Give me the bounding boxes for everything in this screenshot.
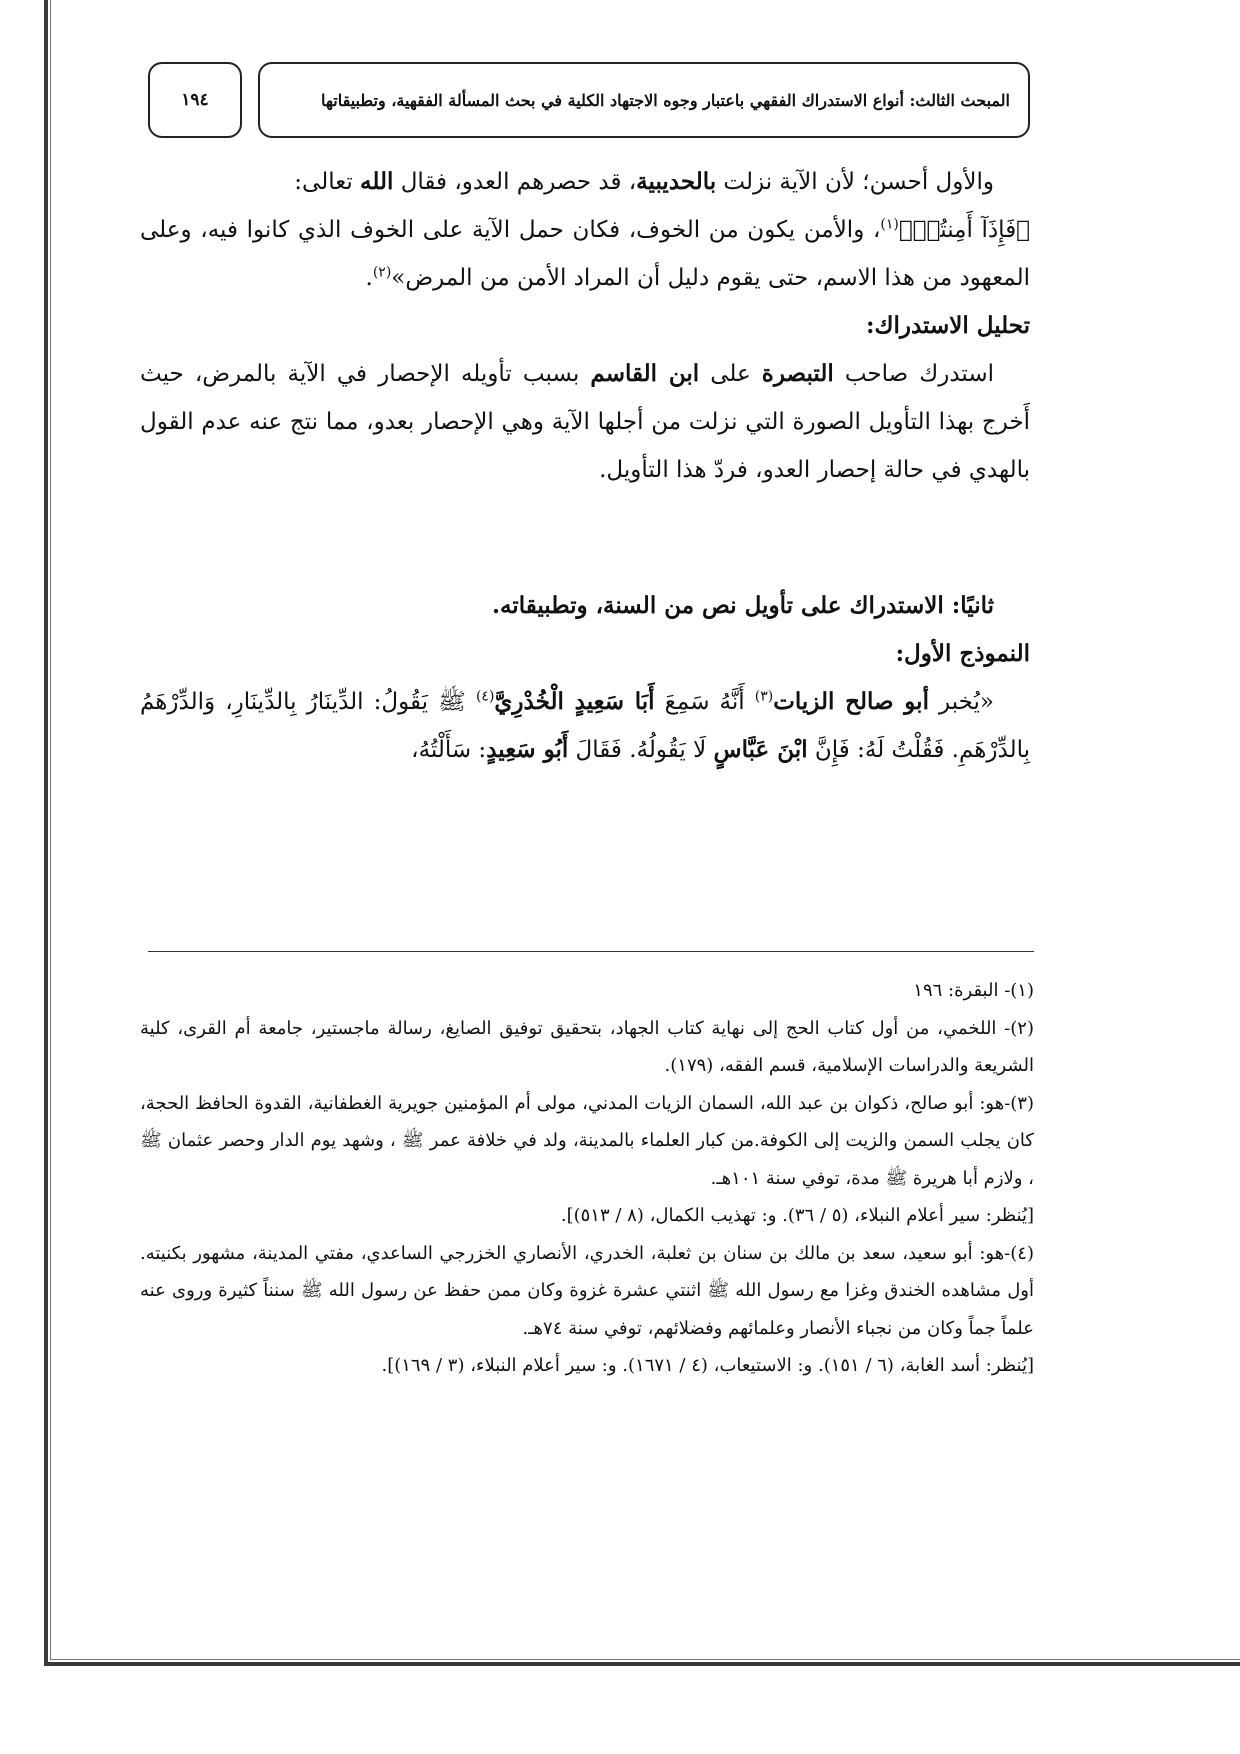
section-heading-model: النموذج الأول: [895, 640, 1030, 667]
footnote-4-references: [يُنظر: أسد الغابة، (٦ / ١٥١). و: الاستيعاب، (٤ / ١٦٧١). و: سير أعلام النبلاء، (٣ / ١٦٩)]. [381, 1355, 1034, 1376]
main-text-section-2 [140, 582, 1030, 774]
section-heading-analysis: تحليل الاستدراك: [866, 312, 1030, 339]
paragraph-1: والأول أحسن؛ لأن الآية نزلت بالحديبية، قد حصرهم العدو، فقال الله تعالى: [294, 168, 994, 195]
running-header-title [258, 62, 1030, 138]
quran-quote: ﴿فَإِذَآ أَمِنتُمۡ﴾ [898, 217, 1030, 243]
paragraph-3: استدرك صاحب التبصرة على ابن القاسم بسبب تأويله الإحصار في الآية بالمرض، حيث أَخرج بهذا التأويل الصورة التي نزلت من أجلها الآية وهي الإحصار بعدو، مما نتج عنه عدم القول بالهدي في حالة إحصار العدو، فردّ هذا التأويل. [140, 360, 1030, 483]
footnote-ref-2: (٢) [372, 264, 392, 281]
place-name: بالحديبية [636, 168, 717, 195]
paragraph-2: ﴿فَإِذَآ أَمِنتُمۡ﴾$^{(١)}$، والأمن يكون من الخوف، فكان حمل الآية على الخوف الذي كانوا فيه، وعلى المعهود من هذا الاسم، حتى يقوم دليل أن المراد الأمن من المرض»$^{(٢)}$. [140, 216, 1030, 291]
section-heading-second: ثانيًا: الاستدراك على تأويل نص من السنة، وتطبيقاته. [491, 592, 994, 619]
paragraph-4: «يُخبر أبو صالح الزيات$^{(٣)}$ أَنَّهُ سَمِعَ أَبَا سَعِيدٍ الْخُدْرِيَّ$^{(٤)}$ ﷺ يَقُولُ: الدِّينَارُ بِالدِّينَارِ، وَالدِّرْهَمُ بِالدِّرْهَمِ. فَقُلْتُ لَهُ: فَإِنَّ ابْنَ عَبَّاسٍ لَا يَقُولُهُ. فَقَالَ أَبُو سَعِيدٍ: سَأَلْتُهُ، [140, 688, 1030, 763]
footnote-ref-4: (٤) [475, 688, 495, 705]
footnote-3: (٣)-هو: أبو صالح، ذكوان بن عبد الله، السمان الزيات المدني، مولى أم المؤمنين جويرية الغطفانية، القدوة الحافظ الحجة، كان يجلب السمن والزيت إلى الكوفة.من كبار العلماء بالمدينة، ولد في خلافة عمر ﷺ ، وشهد يوم الدار وحصر عثمان ﷺ ، ولازم أبا هريرة ﷺ مدة، توفي سنة ١٠١هـ. [140, 1092, 1034, 1189]
footnote-separator [148, 951, 1034, 952]
footnote-2: (٢)- اللخمي، من أول كتاب الحج إلى نهاية كتاب الجهاد، بتحقيق توفيق الصايغ، رسالة ماجستير، جامعة أم القرى، كلية الشريعة والدراسات الإسلامية، قسم الفقه، (١٧٩). [140, 1017, 1034, 1076]
running-header-title-text: المبحث الثالث: أنواع الاستدراك الفقهي باعتبار وجوه الاجتهاد الكلية في بحث المسألة الفقهية، وتطبيقاتها [321, 90, 1010, 110]
footnote-3-references: [يُنظر: سير أعلام النبلاء، (٥ / ٣٦). و: تهذيب الكمال، (٨ / ٥١٣)]. [560, 1205, 1034, 1226]
footnotes [140, 972, 1034, 1385]
footnote-4: (٤)-هو: أبو سعيد، سعد بن مالك بن سنان بن ثعلبة، الخدري، الأنصاري الخزرجي الساعدي، مفتي المدينة، مشهور بكنيته. أول مشاهده الخندق وغزا مع رسول الله ﷺ اثنتي عشرة غزوة وكان ممن حفظ عن رسول الله ﷺ سنناً كثيرة وروى عنه علماً جماً وكان من نجباء الأنصار وعلمائهم وفضلائهم، توفي سنة ٧٤هـ. [140, 1242, 1034, 1339]
footnote-1: (١)- البقرة: ١٩٦ [913, 980, 1034, 1001]
page-number-box [148, 62, 242, 138]
main-text [140, 158, 1030, 494]
footnote-ref-1: (١) [880, 216, 899, 233]
page-number: ١٩٤ [181, 90, 209, 110]
footnote-ref-3: (٣) [754, 688, 774, 705]
